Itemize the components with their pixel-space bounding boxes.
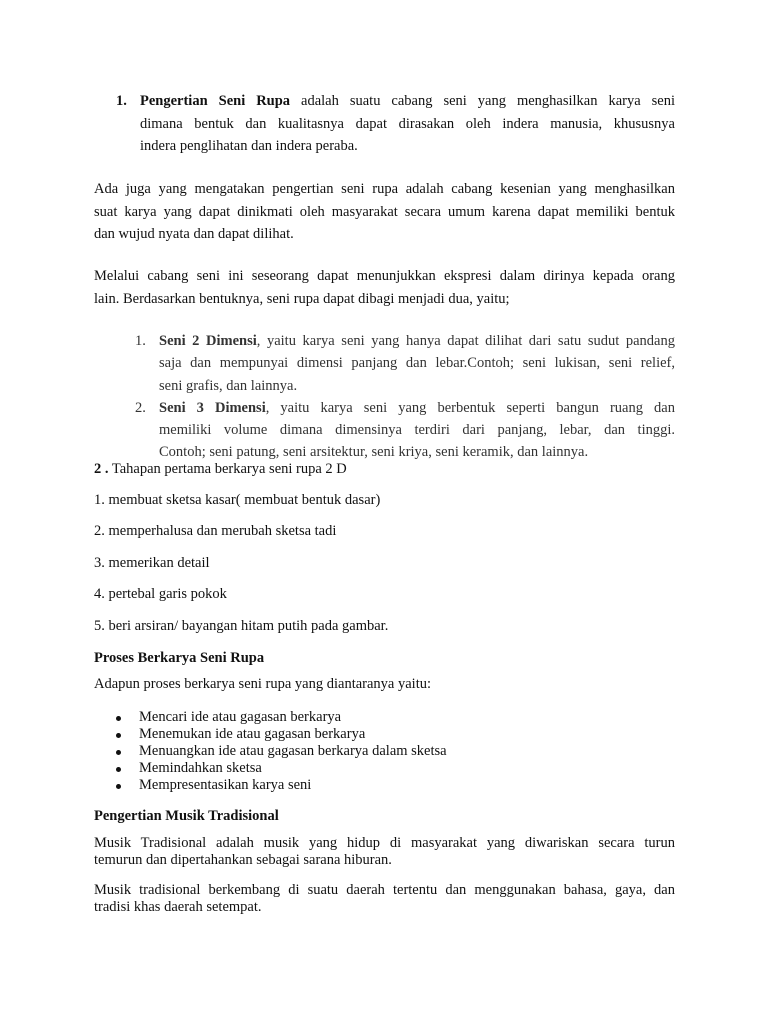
- step-item: 5. beri arsiran/ bayangan hitam putih pada gambar.: [94, 618, 389, 634]
- dimension-line: saja dan mempunyai dimensi panjang dan lebar.Contoh; seni lukisan, seni relief,: [159, 355, 675, 371]
- dimension-text: , yaitu karya seni yang hanya dapat dilihat dari satu sudut pandang: [256, 333, 675, 349]
- music-heading: Pengertian Musik Tradisional: [94, 808, 279, 824]
- definition-text: adalah suatu cabang seni yang menghasilkan karya seni: [301, 93, 676, 109]
- heading-text: Tahapan pertama berkarya seni rupa 2 D: [111, 461, 347, 477]
- dimension-text: , yaitu karya seni yang berbentuk seperti bangun ruang dan: [265, 400, 675, 416]
- term-seni-3-dimensi: Seni 3 Dimensi: [159, 400, 266, 416]
- bullet-icon: [116, 767, 121, 772]
- paragraph-line: suat karya yang dapat dinikmati oleh masyarakat secara umum karena dapat memiliki bentuk: [94, 204, 675, 220]
- list-number: 1.: [135, 333, 146, 349]
- definition-line-2: dimana bentuk dan kualitasnya dapat dirasakan oleh indera manusia, khususnya: [140, 116, 675, 132]
- paragraph-line: Melalui cabang seni ini seseorang dapat menunjukkan ekspresi dalam dirinya kepada orang: [94, 268, 675, 284]
- bullet-icon: [116, 716, 121, 721]
- paragraph-line: Musik Tradisional adalah musik yang hidup di masyarakat yang diwariskan secara turun: [94, 835, 675, 851]
- dimension-line: memiliki volume dimana dimensinya terdiri dari panjang, lebar, dan tinggi.: [159, 422, 675, 438]
- step-item: 1. membuat sketsa kasar( membuat bentuk dasar): [94, 492, 381, 508]
- heading-number: 2 .: [94, 461, 109, 477]
- term-seni-rupa: Pengertian Seni Rupa: [140, 93, 291, 109]
- stages-heading: [94, 461, 347, 478]
- paragraph-line: lain. Berdasarkan bentuknya, seni rupa dapat dibagi menjadi dua, yaitu;: [94, 291, 510, 307]
- process-intro: Adapun proses berkarya seni rupa yang diantaranya yaitu:: [94, 676, 432, 692]
- dimension-line: [159, 333, 675, 350]
- definition-line-3: indera penglihatan dan indera peraba.: [140, 138, 358, 154]
- step-item: 3. memerikan detail: [94, 555, 210, 571]
- list-number: 1.: [116, 93, 127, 109]
- dimension-line: [159, 400, 675, 417]
- term-seni-2-dimensi: Seni 2 Dimensi: [159, 333, 257, 349]
- bullet-text: Menemukan ide atau gagasan berkarya: [139, 726, 366, 742]
- dimension-line: seni grafis, dan lainnya.: [159, 378, 298, 394]
- bullet-text: Memindahkan sketsa: [139, 760, 262, 776]
- step-item: 2. memperhalusa dan merubah sketsa tadi: [94, 523, 337, 539]
- paragraph-line: Ada juga yang mengatakan pengertian seni rupa adalah cabang kesenian yang menghasilkan: [94, 181, 675, 197]
- bullet-icon: [116, 733, 121, 738]
- process-heading: Proses Berkarya Seni Rupa: [94, 650, 265, 666]
- paragraph-line: temurun dan dipertahankan sebagai sarana hiburan.: [94, 852, 392, 868]
- bullet-icon: [116, 750, 121, 755]
- bullet-icon: [116, 784, 121, 789]
- paragraph-line: Musik tradisional berkembang di suatu daerah tertentu dan menggunakan bahasa, gaya, dan: [94, 882, 675, 898]
- definition-line-1: [140, 93, 675, 110]
- paragraph-line: tradisi khas daerah setempat.: [94, 899, 262, 915]
- list-number: 2.: [135, 400, 146, 416]
- step-item: 4. pertebal garis pokok: [94, 586, 227, 602]
- paragraph-line: dan wujud nyata dan dapat dilihat.: [94, 226, 294, 242]
- bullet-text: Mencari ide atau gagasan berkarya: [139, 709, 342, 725]
- bullet-text: Mempresentasikan karya seni: [139, 777, 312, 793]
- bullet-text: Menuangkan ide atau gagasan berkarya dalam sketsa: [139, 743, 447, 759]
- dimension-line: Contoh; seni patung, seni arsitektur, seni kriya, seni keramik, dan lainnya.: [159, 444, 589, 460]
